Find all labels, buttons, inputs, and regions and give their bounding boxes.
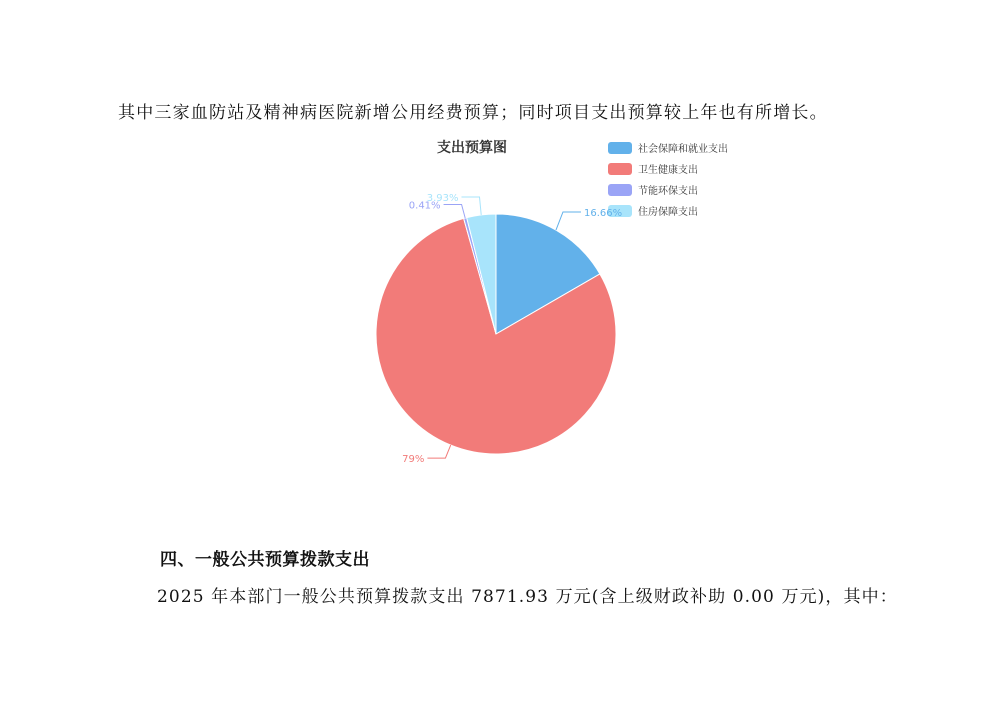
slice-label: 79%	[402, 454, 425, 466]
body-paragraph: 2025 年本部门一般公共预算拨款支出 7871.93 万元(含上级财政补助 0.00 万元)，其中：	[157, 587, 898, 607]
slice-label: 3.93%	[426, 193, 459, 205]
intro-paragraph: 其中三家血防站及精神病医院新增公用经费预算；同时项目支出预算较上年也有所增长。	[118, 103, 828, 123]
leader-line	[444, 204, 466, 218]
legend-label: 社会保障和就业支出	[638, 144, 728, 155]
section-heading: 四、一般公共预算拨款支出	[160, 550, 370, 570]
leader-line	[427, 445, 450, 458]
legend-label: 住房保障支出	[638, 207, 698, 218]
leader-line	[461, 197, 481, 215]
chart-title: 支出预算图	[437, 140, 507, 156]
slice-label: 0.41%	[408, 200, 441, 212]
legend-label: 卫生健康支出	[638, 165, 698, 176]
legend-label: 节能环保支出	[638, 186, 698, 197]
leader-line	[556, 212, 581, 230]
pie-chart	[300, 128, 760, 478]
slice-label: 16.66%	[583, 207, 623, 219]
